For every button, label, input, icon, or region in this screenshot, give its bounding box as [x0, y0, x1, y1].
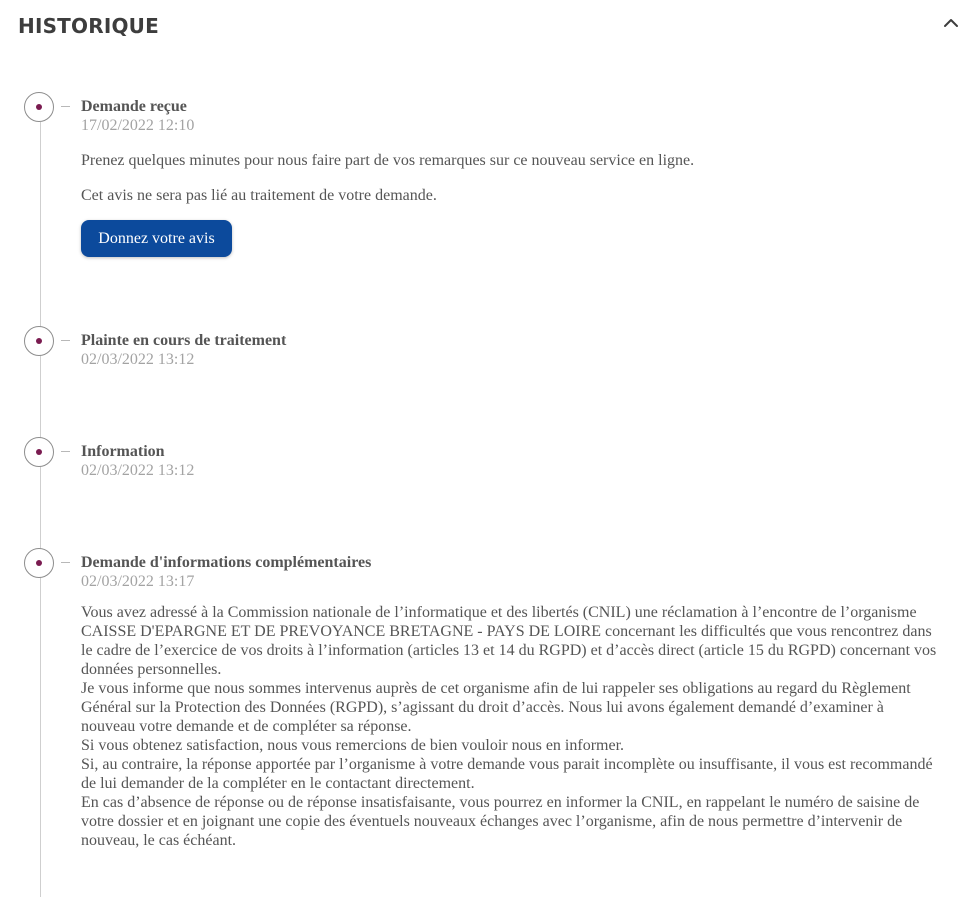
message-line: Vous avez adressé à la Commission nationale de l’informatique et des libertés (CNIL) une réclamation à l’encontre de l’organisme — [81, 604, 917, 621]
event-message — [81, 603, 951, 850]
message-line: le cadre de l’exercice de vos droits à l’information (articles 13 et 14 du RGPD) et d’accès direct (article 15 du RGPD) concernant vos — [81, 642, 937, 659]
timeline-event-information — [0, 437, 972, 497]
message-line: nouveau, le cas échéant. — [81, 832, 237, 849]
timeline-event-plainte — [0, 326, 972, 386]
timeline-dash — [61, 106, 70, 107]
message-line: Général sur la Protection des Données (RGPD), s’agissant du droit d’accès. Nous lui avons également demandé d’examiner à — [81, 699, 884, 716]
event-date: 02/03/2022 13:12 — [81, 351, 195, 368]
timeline-dash — [61, 340, 70, 341]
timeline-event-demande-recue — [0, 92, 972, 272]
message-line: votre dossier et en joignant une copie des éventuels nouveaux échanges avec l’organisme, afin de nous permettre d’intervenir de — [81, 813, 903, 830]
marker-dot — [36, 104, 42, 110]
timeline-marker-icon — [24, 326, 54, 356]
marker-dot — [36, 560, 42, 566]
event-date: 17/02/2022 12:10 — [81, 117, 195, 134]
timeline-dash — [61, 451, 70, 452]
message-line: données personnelles. — [81, 661, 222, 678]
history-header — [18, 12, 962, 42]
timeline-dash — [61, 562, 70, 563]
timeline-marker-icon — [24, 92, 54, 122]
section-title: HISTORIQUE — [18, 14, 159, 38]
event-title: Plainte en cours de traitement — [81, 332, 287, 349]
event-date: 02/03/2022 13:12 — [81, 462, 195, 479]
message-line: de lui demander de la compléter en le contactant directement. — [81, 775, 475, 792]
message-line: Si vous obtenez satisfaction, nous vous remercions de bien vouloir nous en informer. — [81, 737, 625, 754]
message-line: CAISSE D'EPARGNE ET DE PREVOYANCE BRETAGNE - PAYS DE LOIRE concernant les difficultés que vous rencontrez dans — [81, 623, 932, 640]
message-line: Si, au contraire, la réponse apportée par l’organisme à votre demande vous parait incomplète ou insuffisante, il vous est recommandé — [81, 756, 933, 773]
chevron-up-icon[interactable] — [942, 14, 960, 32]
timeline-marker-icon — [24, 437, 54, 467]
message-line: En cas d’absence de réponse ou de réponse insatisfaisante, vous pourrez en informer la CNIL, en rappelant le numéro de saisine de — [81, 794, 920, 811]
give-feedback-button[interactable]: Donnez votre avis — [81, 220, 232, 257]
feedback-note-text: Cet avis ne sera pas lié au traitement de votre demande. — [81, 187, 437, 204]
message-line: Je vous informe que nous sommes intervenus auprès de cet organisme afin de lui rappeler ses obligations au regard du Règlement — [81, 680, 911, 697]
event-title: Demande reçue — [81, 98, 187, 115]
timeline-marker-icon — [24, 548, 54, 578]
event-date: 02/03/2022 13:17 — [81, 573, 195, 590]
timeline-event-demande-informations — [0, 548, 972, 868]
feedback-prompt-text: Prenez quelques minutes pour nous faire part de vos remarques sur ce nouveau service en ligne. — [81, 152, 695, 169]
event-title: Demande d'informations complémentaires — [81, 554, 372, 571]
marker-dot — [36, 338, 42, 344]
message-line: nouveau votre demande et de compléter sa réponse. — [81, 718, 412, 735]
marker-dot — [36, 449, 42, 455]
event-title: Information — [81, 443, 165, 460]
